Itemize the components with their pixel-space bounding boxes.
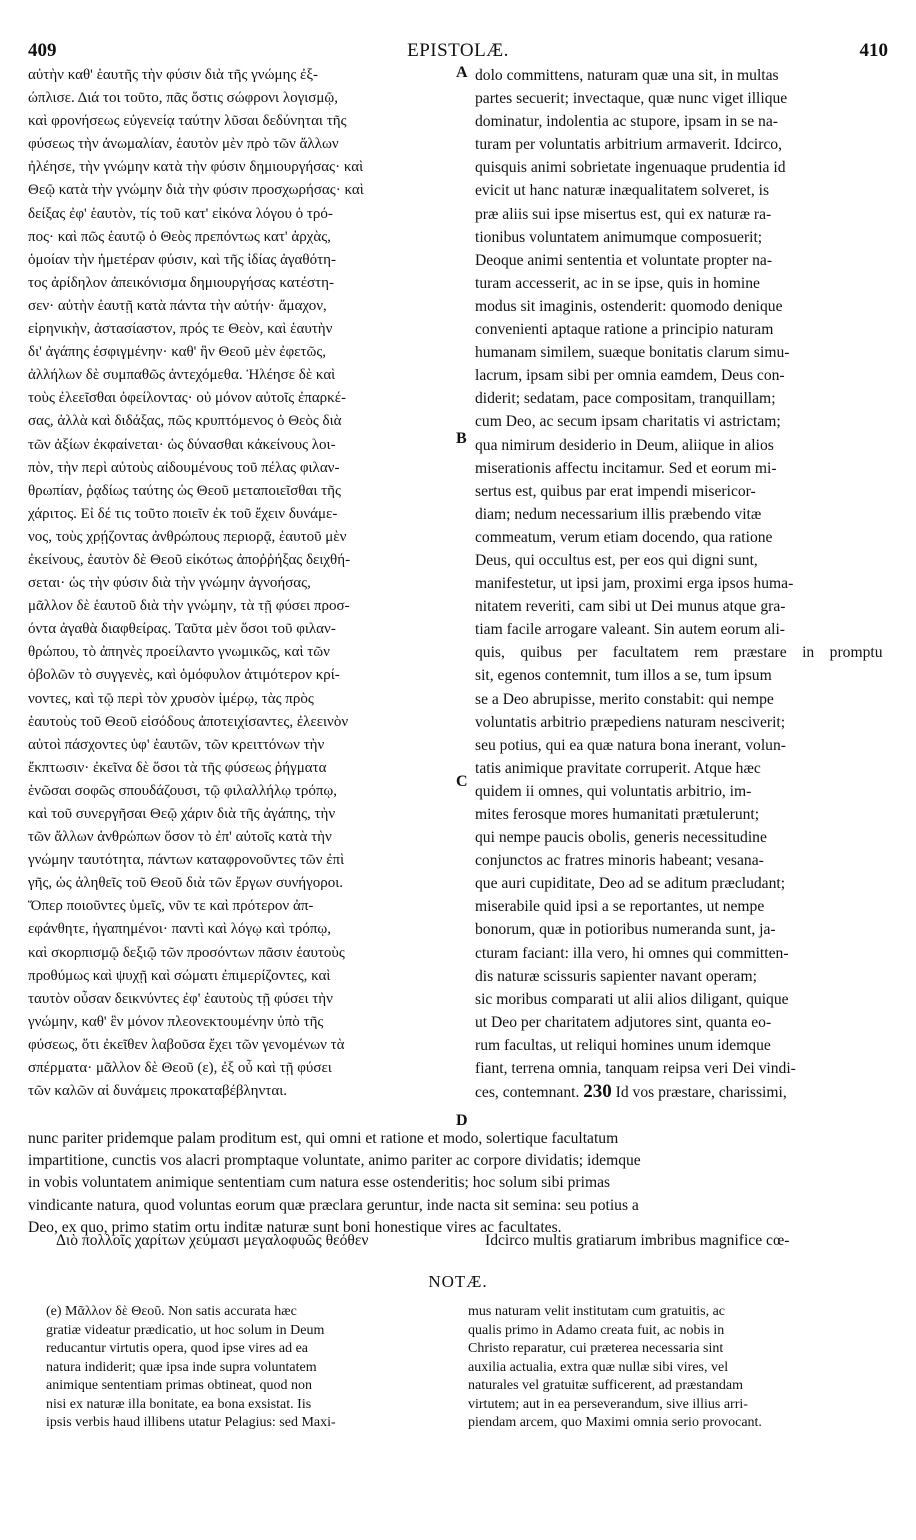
- note-line: (e) Μᾶλλον δὲ Θεοῦ. Non satis accurata hæc: [46, 1304, 297, 1319]
- greek-text-line: δι' ἀγάπης ἐσφιγμένην· καθ' ἣν Θεοῦ μὲν ἐφετῶς,: [28, 344, 327, 361]
- greek-text-line: δείξας ἐφ' ἑαυτὸν, τίς τοῦ κατ' εἰκόνα λόγου ὁ τρό-: [28, 205, 333, 222]
- greek-text-line: Ὅπερ ποιοῦντες ὑμεῖς, νῦν τε καὶ πρότερον ἀπ-: [28, 898, 314, 915]
- latin-text-line: partes secuerit; invectaque, quæ nunc viget illique: [475, 90, 788, 108]
- latin-text-line: lacrum, ipsam sibi per omnia eamdem, Deus con-: [475, 367, 785, 385]
- greek-text-line: ἐκείνους, ἑαυτὸν δὲ Θεοῦ εἰκότως ἀποῤῥήξας δειχθή-: [28, 551, 351, 568]
- section-marker-d: D: [456, 1112, 468, 1129]
- greek-text-line: ἀλλήλων δὲ συμπαθῶς ἀντεχόμεθα. Ἠλέησε δὲ καὶ: [28, 367, 336, 384]
- greek-text-line: μᾶλλον δὲ ἑαυτοῦ διὰ τὴν γνώμην, τὰ τῇ φύσει προσ-: [28, 598, 350, 615]
- latin-text-line-last: [475, 1080, 883, 1103]
- greek-text-line: όντα ἀγαθὰ διαφθείρας. Ταῦτα μὲν ὅσοι τοῦ φιλαν-: [28, 621, 336, 638]
- full-width-line: impartitione, cunctis vos alacri promptaque voluntate, animo pariter ac corpore dividatis; idemque: [28, 1152, 641, 1170]
- latin-text-line: cum Deo, ac secum ipsam charitatis vi astrictam;: [475, 413, 781, 431]
- greek-text-line: Θεῷ κατὰ τὴν γνώμην διὰ τὴν φύσιν προσχωρήσας· καὶ: [28, 182, 364, 199]
- full-width-text: [28, 1128, 884, 1239]
- latin-text-line: miserabile quid ipsi a se reportantes, ut nempe: [475, 898, 765, 916]
- page-number-right: 410: [859, 40, 888, 61]
- latin-text-line: humanam similem, suæque bonitatis clarum simu-: [475, 344, 790, 362]
- greek-text-line: καὶ φρονήσεως εὐγενείᾳ ταύτην λῦσαι δεδύνηται τῆς: [28, 113, 347, 130]
- greek-text-line: θρωπίαν, ῥᾳδίως ταύτης ὡς Θεοῦ μεταποιεῖσθαι τῆς: [28, 482, 341, 499]
- latin-text-line: tatis animique pravitate corruperit. Atque hæc: [475, 759, 761, 777]
- greek-text-line: νος, τοὺς χρῄζοντας ἀνθρώπους περιορᾷ, ἑαυτοῦ μὲν: [28, 528, 347, 545]
- note-line: animique sententiam primas obtineat, quod non: [46, 1378, 312, 1393]
- greek-text-line: αὐτοὶ πάσχοντες ὑφ' ἑαυτῶν, τῶν κρειττόνων τὴν: [28, 736, 325, 753]
- greek-text-line: γνώμην ταυτότητα, πάντων καταφρονοῦντες τῶν ἐπὶ: [28, 852, 345, 869]
- latin-text-line: que auri cupiditate, Deo ad se aditum præcludant;: [475, 875, 786, 893]
- note-line: gratiæ videatur prædicatio, ut hoc solum in Deum: [46, 1322, 325, 1338]
- greek-text-line: πος· καὶ πῶς ἑαυτῷ ὁ Θεὸς πρεπόντως κατ' ἀρχὰς,: [28, 228, 331, 245]
- latin-line-end: Id vos præstare, charissimi,: [611, 1084, 787, 1102]
- latin-text-column: [475, 64, 883, 1103]
- greek-paired-line: Διὸ πολλοῖς χαρίτων χεύμασι μεγαλοφυῶς θεόθεν: [56, 1232, 369, 1249]
- section-marker-c: C: [456, 773, 468, 790]
- greek-text-line: φύσεως, ὅτι ἐκεῖθεν λαβοῦσα ἔχει τῶν γενομένων τὰ: [28, 1036, 345, 1053]
- greek-text-line: ὀβολῶν τὸ συγγενὲς, καὶ ὁμόφυλον ἀτιμότερον κρί-: [28, 667, 340, 684]
- greek-text-line: ἔκπτωσιν· ἐκεῖνα δὲ ὅσοι τὰ τῆς φύσεως ῥήγματα: [28, 759, 327, 776]
- latin-text-line: sic moribus comparati ut alii alios diligant, quique: [475, 990, 789, 1008]
- latin-text-line: quidem ii omnes, qui voluntatis arbitrio, im-: [475, 782, 752, 800]
- section-marker-b: B: [456, 430, 467, 447]
- latin-text-line: rum facultas, ut reliqui homines unum idemque: [475, 1036, 771, 1054]
- greek-text-line: τος ἀρίδηλον ἀπεικόνισμα δημιουργήσας κατέστη-: [28, 274, 334, 291]
- latin-text-line: quisquis animi sobrietate ingenuaque prudentia id: [475, 159, 786, 177]
- notes-right-column: [468, 1303, 880, 1433]
- latin-text-line: bonorum, quæ in potioribus numeranda sunt, ja-: [475, 921, 776, 939]
- latin-text-line: modus sit imaginis, ostenderit: quomodo denique: [475, 297, 783, 315]
- full-width-line: in vobis voluntatem animique sententiam cum natura esse ostenderitis; hoc solum sibi primas: [28, 1174, 611, 1192]
- greek-text-line: χάριτος. Εἰ δέ τις τοῦτο ποιεῖν ἐκ τοῦ ἔχειν δυνάμε-: [28, 505, 338, 522]
- latin-text-line: commeatum, verum etiam docendo, qua ratione: [475, 528, 773, 546]
- note-line: natura indiderit; quæ ipsa inde supra voluntatem: [46, 1359, 317, 1375]
- note-line: virtutem; aut in ea perseverandum, sive illius arri-: [468, 1396, 748, 1412]
- note-line: reducantur virtutis opera, quod ipse vires ad ea: [46, 1341, 309, 1356]
- page-header: [28, 40, 888, 64]
- note-line: piendam arcem, quo Maximi omnia serio provocant.: [468, 1415, 762, 1430]
- greek-text-line: σας, ἀλλὰ καὶ διδάξας, πῶς κρυπτόμενος ὁ Θεὸς διὰ: [28, 413, 342, 430]
- latin-text-line: præ aliis sui ipse misertus est, qui ex naturæ ra-: [475, 205, 772, 223]
- latin-text-line: qui nempe paucis obolis, generis necessitudine: [475, 829, 767, 847]
- latin-text-line: fiant, terrena omnia, tanquam reipsa veri Dei vindi-: [475, 1060, 796, 1078]
- greek-text-line: τῶν καλῶν αἱ δυνάμεις προκαταβέβληνται.: [28, 1083, 287, 1100]
- greek-text-line: νοντες, καὶ τῷ περὶ τὸν χρυσὸν ἱμέρῳ, τὰς πρὸς: [28, 690, 314, 707]
- latin-text-line: sit, egenos contemnit, tum illos a se, tum ipsum: [475, 667, 772, 685]
- greek-text-line: εφάνθητε, ἠγαπημένοι· παντὶ καὶ λόγῳ καὶ τρόπῳ,: [28, 921, 332, 938]
- full-width-line: vindicante natura, quod voluntas eorum quæ præclara geruntur, inde nacta sit semina: seu potius a: [28, 1196, 639, 1214]
- greek-text-line: ώπλισε. Διά τοι τοῦτο, πᾶς ὅστις σώφρονι λογισμῷ,: [28, 90, 339, 107]
- greek-text-line: ἑνῶσαι σοφῶς σπουδάζουσι, τῷ φιλαλλήλῳ τρόπῳ,: [28, 782, 338, 799]
- greek-text-line: ἠλέησε, τὴν γνώμην κατὰ τὴν φύσιν δημιουργήσας· καὶ: [28, 159, 364, 176]
- greek-text-line: σπέρματα· μᾶλλον δὲ Θεοῦ (ε), ἐξ οὗ καὶ τῇ φύσει: [28, 1060, 332, 1077]
- latin-text-line: cturam faciant: illa vero, hi omnes qui committen-: [475, 944, 789, 962]
- reference-number: 230: [583, 1081, 612, 1103]
- latin-text-line: Deoque animi sententia et voluntate propter na-: [475, 251, 773, 269]
- note-line: ipsis verbis haud illibens utatur Pelagius: sed Maxi-: [46, 1415, 336, 1430]
- latin-text-line: sertus est, quibus par erat impendi misericor-: [475, 482, 756, 500]
- greek-text-line: φύσεως τὴν ἀνωμαλίαν, ἑαυτὸν μὲν πρὸ τῶν ἄλλων: [28, 136, 339, 153]
- latin-text-line: diderit; sedatam, pace compositam, tranquillam;: [475, 390, 776, 408]
- latin-text-line: nitatem reveriti, cam sibi ut Dei munus atque gra-: [475, 598, 786, 616]
- notes-left-column: [46, 1303, 446, 1433]
- greek-text-line: τῶν ἀξίων ἐκφαίνεται· ὡς δύνασθαι κἀκείνους λοι-: [28, 436, 336, 453]
- greek-text-line: ταυτὸν οὖσαν δεικνύντες ἐφ' ἑαυτοὺς τῇ φύσει τὴν: [28, 990, 333, 1007]
- note-line: naturales vel gratuitæ sufficerent, ad præstandam: [468, 1378, 743, 1393]
- latin-text-line: se a Deo abrupisse, merito constabit: qui nempe: [475, 690, 774, 708]
- greek-text-line: σεν· αὐτὴν ἑαυτῇ κατὰ πάντα τὴν αὐτήν· ἄμαχον,: [28, 297, 327, 314]
- latin-text-line: convenienti aptaque ratione a principio naturam: [475, 321, 774, 339]
- note-line: auxilia actualia, extra quæ nullæ sibi vires, vel: [468, 1359, 729, 1375]
- greek-text-line: τοὺς ἐλεεῖσθαι ὀφείλοντας· οὐ μόνον αὐτοῖς ἐπαρκέ-: [28, 390, 347, 407]
- latin-text-line: quis, quibus per facultatem rem præstare in promptu: [475, 644, 883, 662]
- greek-text-line: σεται· ὡς τὴν φύσιν διὰ τὴν γνώμην ἀγνοήσας,: [28, 575, 311, 592]
- greek-text-line: ὁμοίαν τὴν ἡμετέραν φύσιν, καὶ τῆς ἰδίας ἀγαθότη-: [28, 251, 336, 268]
- latin-text-line: tiam facile arrogare valeant. Sin autem eorum ali-: [475, 621, 786, 639]
- latin-text-line: voluntatis arbitrio præpediens naturam nesciverit;: [475, 713, 786, 731]
- latin-text-line: Deus, qui occultus est, per eos qui digni sunt,: [475, 551, 758, 569]
- greek-text-line: πὸν, τὴν περὶ αὐτοὺς αἰδουμένους τοῦ πέλας φιλαν-: [28, 459, 340, 476]
- latin-text-line: dolo committens, naturam quæ una sit, in multas: [475, 67, 779, 84]
- latin-text-line: miserationis affectu incitamur. Sed et eorum mi-: [475, 459, 777, 477]
- greek-text-line: προθύμως καὶ ψυχῇ καὶ σώματι ἐπιμερίζοντες, καὶ: [28, 967, 331, 984]
- note-line: mus naturam velit institutam cum gratuitis, ac: [468, 1304, 726, 1319]
- full-width-line: nunc pariter pridemque palam proditum est, qui omni et ratione et modo, solertique facultatum: [28, 1130, 619, 1147]
- greek-text-line: γνώμην, καθ' ἓν μόνον πλεονεκτουμένην ὑπὸ τῆς: [28, 1013, 324, 1030]
- greek-text-line: καὶ τοῦ συνεργῆσαι Θεῷ χάριν διὰ τῆς ἀγάπης, τὴν: [28, 806, 336, 822]
- latin-text-line: manifestetur, ut ipsi jam, proximi erga ipsos huma-: [475, 575, 794, 593]
- full-width-line: Deo, ex quo, primo statim ortu inditæ naturæ sunt boni honestique vires ac facultates.: [28, 1218, 562, 1236]
- greek-text-line: εἰρηνικὴν, ἀστασίαστον, πρός τε Θεὸν, καὶ ἑαυτὴν: [28, 321, 333, 338]
- greek-text-line: ἑαυτοὺς τοῦ Θεοῦ εἰσόδους ἀποτειχίσαντες, ἐλεεινὸν: [28, 713, 349, 730]
- latin-text-line: turam per voluntatis arbitrium armaverit. Idcirco,: [475, 136, 783, 154]
- latin-text-line: dominatur, indolentia ac stupore, ipsam in se na-: [475, 113, 778, 131]
- latin-text-line: turam accesserit, ac in se ipse, quis in homine: [475, 274, 760, 292]
- latin-line-start: ces, contemnant.: [475, 1084, 584, 1102]
- latin-text-line: dis naturæ scissuris sapienter navant operam;: [475, 967, 757, 985]
- greek-text-line: αὐτὴν καθ' ἑαυτῆς τὴν φύσιν διὰ τῆς γνώμης ἐξ-: [28, 67, 319, 83]
- greek-text-line: τῶν ἄλλων ἀνθρώπων ὅσον τὸ ἐπ' αὐτοῖς κατὰ τὴν: [28, 829, 332, 846]
- latin-text-line: conjunctos ac fratres minoris habeant; vesana-: [475, 852, 764, 870]
- greek-text-line: θρώπου, τὸ ἀπηνὲς προείλαντο γνωμικῶς, καὶ τῶν: [28, 644, 330, 661]
- latin-text-line: tionibus voluntatem animumque composuerit;: [475, 228, 763, 246]
- greek-text-column: [28, 64, 453, 1103]
- latin-text-line: diam; nedum necessarium illis præbendo vitæ: [475, 505, 762, 523]
- latin-text-line: mites ferosque mores humanitati prætulerunt;: [475, 806, 760, 823]
- note-line: qualis primo in Adamo creata fuit, ac nobis in: [468, 1322, 725, 1338]
- latin-text-line: qua nimirum desiderio in Deum, aliique in alios: [475, 436, 774, 454]
- notes-title: NOTÆ.: [428, 1272, 488, 1291]
- greek-text-line: γῆς, ὡς ἀληθεῖς τοῦ Θεοῦ διὰ τῶν ἔργων συνήγοροι.: [28, 875, 344, 892]
- latin-text-line: seu potius, qui ea quæ natura bona inerant, volun-: [475, 736, 786, 754]
- page-number-left: 409: [28, 40, 57, 61]
- latin-paired-line: Idcirco multis gratiarum imbribus magnifice cœ-: [485, 1232, 790, 1249]
- section-marker-a: A: [456, 64, 468, 81]
- latin-text-line: ut Deo per charitatem adjutores sint, quanta eo-: [475, 1013, 772, 1031]
- note-line: Christo reparatur, cui præterea necessaria sint: [468, 1341, 724, 1356]
- note-line: nisi ex naturæ illa bonitate, ea bona exsistat. Iis: [46, 1396, 312, 1412]
- latin-text-line: evicit ut hanc naturæ inæqualitatem solveret, is: [475, 182, 770, 200]
- running-title: EPISTOLÆ.: [407, 40, 509, 61]
- greek-text-line: καὶ σκορπισμῷ δεξιῷ τῶν προσόντων πᾶσιν ἑαυτοὺς: [28, 944, 345, 961]
- paired-line: [28, 1232, 884, 1256]
